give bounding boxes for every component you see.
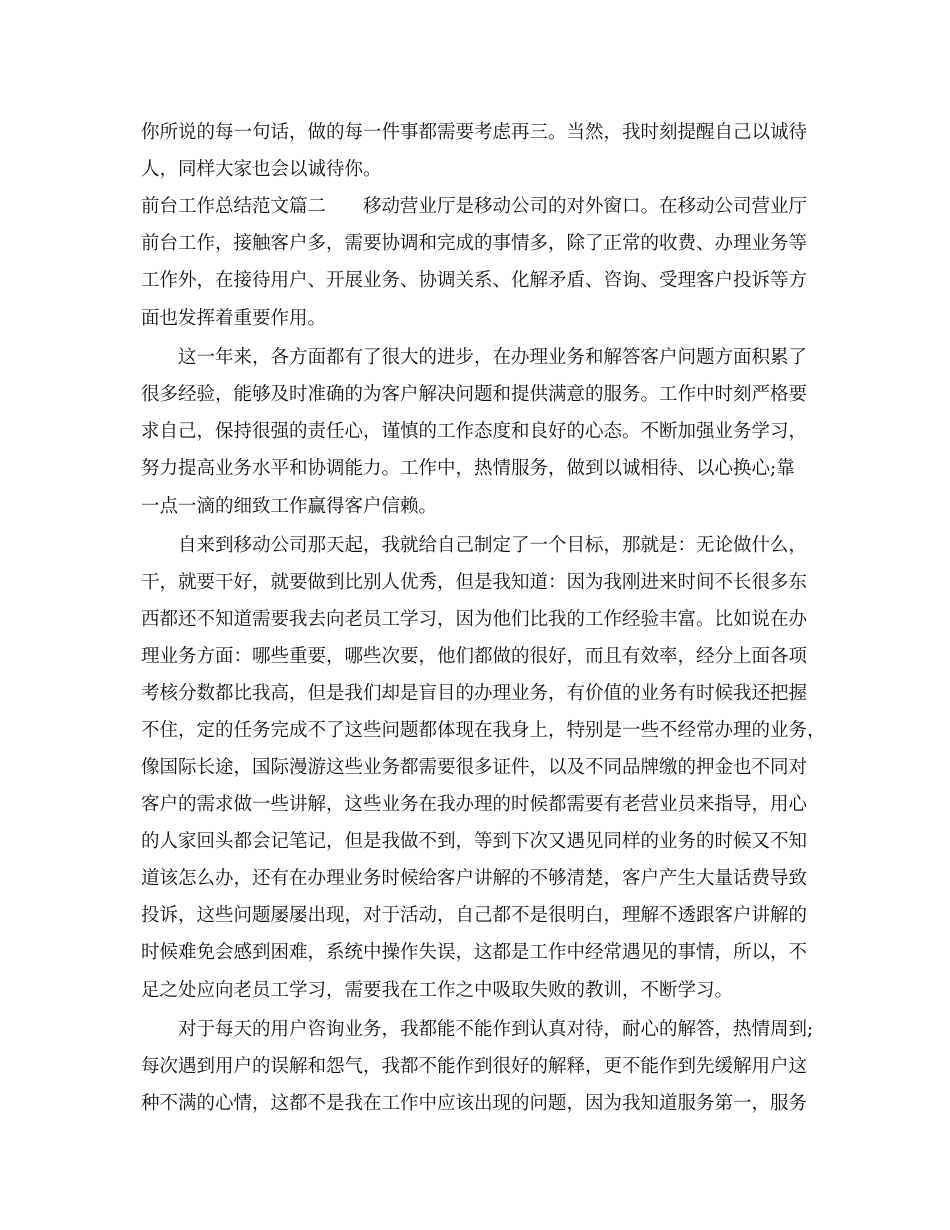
text-line: 足之处应向老员工学习，需要我在工作之中吸取失败的教训，不断学习。 [141,980,734,1001]
text-line: 不住，定的任务完成不了这些问题都体现在我身上，特别是一些不经常办理的业务， [141,720,826,741]
text-line: 干，就要干好，就要做到比别人优秀，但是我知道：因为我刚进来时间不长很多东 [141,572,808,593]
paragraph-start-line: 对于每天的用户咨询业务，我都能不能作到认真对待，耐心的解答，热情周到; [141,1019,814,1040]
document-body [141,114,826,1122]
text-line: 西都还不知道需要我去向老员工学习，因为他们比我的工作经验丰富。比如说在办 [141,609,808,630]
text-line: 理业务方面：哪些重要，哪些次要，他们都做的很好，而且有效率，经分上面各项 [141,646,808,667]
text-line: 工作外，在接待用户、开展业务、协调关系、化解矛盾、咨询、受理客户投诉等方 [141,270,808,291]
text-line: 你所说的每一句话，做的每一件事都需要考虑再三。当然，我时刻提醒自己以诚待 [141,122,808,143]
text-line: 努力提高业务水平和协调能力。工作中，热情服务，做到以诚相待、以心换心;靠 [141,458,795,479]
text-line: 求自己，保持很强的责任心，谨慎的工作态度和良好的心态。不断加强业务学习， [141,421,808,442]
text-line: 种不满的心情，这都不是我在工作中应该出现的问题，因为我知道服务第一，服务 [141,1093,808,1114]
text-line: 很多经验，能够及时准确的为客户解决问题和提供满意的服务。工作中时刻严格要 [141,384,808,405]
section-heading-line: 前台工作总结范文篇二 移动营业厅是移动公司的对外窗口。在移动公司营业厅 [141,196,808,217]
paragraph-start-line: 这一年来，各方面都有了很大的进步，在办理业务和解答客户问题方面积累了 [141,347,808,368]
text-line: 道该怎么办，还有在办理业务时候给客户讲解的不够清楚，客户产生大量话费导致 [141,868,808,889]
text-line: 人，同样大家也会以诚待你。 [141,159,382,180]
text-line: 每次遇到用户的误解和怨气，我都不能作到很好的解释，更不能作到先缓解用户这 [141,1056,808,1077]
text-line: 的人家回头都会记笔记，但是我做不到，等到下次又遇见同样的业务的时候又不知 [141,831,808,852]
text-line: 时候难免会感到困难，系统中操作失误，这都是工作中经常遇见的事情，所以，不 [141,942,808,963]
text-line: 前台工作，接触客户多，需要协调和完成的事情多，除了正常的收费、办理业务等 [141,233,808,254]
text-line: 客户的需求做一些讲解，这些业务在我办理的时候都需要有老营业员来指导，用心 [141,794,808,815]
text-line: 考核分数都比我高，但是我们却是盲目的办理业务，有价值的业务有时候我还把握 [141,683,808,704]
text-line: 一点一滴的细致工作赢得客户信赖。 [141,496,438,517]
text-line: 面也发挥着重要作用。 [141,308,327,329]
paragraph-start-line: 自来到移动公司那天起，我就给自己制定了一个目标，那就是：无论做什么， [141,535,808,556]
text-line: 像国际长途，国际漫游这些业务都需要很多证件，以及不同品牌缴的押金也不同对 [141,757,808,778]
text-line: 投诉，这些问题屡屡出现，对于活动，自己都不是很明白，理解不透跟客户讲解的 [141,905,808,926]
